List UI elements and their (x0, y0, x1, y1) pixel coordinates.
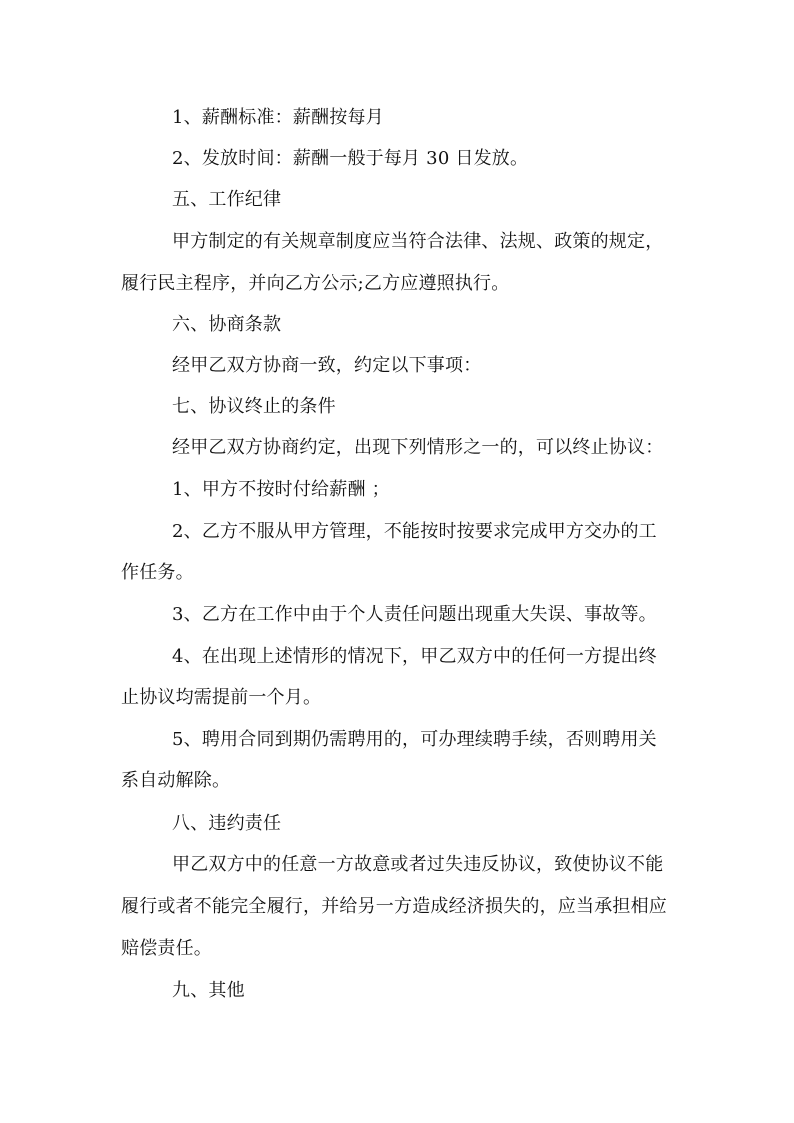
termination-intro-text: 经甲乙双方协商约定，出现下列情形之一的，可以终止协议： (172, 437, 664, 458)
termination-item-3: 3、乙方在工作中由于个人责任问题出现重大失误、事故等。 (172, 604, 657, 625)
breach-text-line-3: 赔偿责任。 (121, 938, 212, 959)
breach-text-line-1: 甲乙双方中的任意一方故意或者过失违反协议，致使协议不能 (172, 854, 664, 875)
termination-item-2-line-1: 2、乙方不服从甲方管理，不能按时按要求完成甲方交办的工 (172, 521, 657, 542)
termination-item-4-line-1: 4、在出现上述情形的情况下，甲乙双方中的任何一方提出终 (172, 646, 657, 667)
section-seven-heading: 七、协议终止的条件 (172, 396, 336, 417)
section-five-heading: 五、工作纪律 (172, 189, 282, 210)
section-six-heading: 六、协商条款 (172, 314, 282, 335)
termination-item-5-line-1: 5、聘用合同到期仍需聘用的，可办理续聘手续，否则聘用关 (172, 729, 657, 750)
section-nine-heading: 九、其他 (172, 980, 245, 1001)
salary-standard-line: 1、薪酬标准：薪酬按每月 (172, 107, 384, 128)
termination-item-5-line-2: 系自动解除。 (121, 770, 231, 791)
termination-item-4-line-2: 止协议均需提前一个月。 (121, 687, 322, 708)
breach-text-line-2: 履行或者不能完全履行，并给另一方造成经济损失的，应当承担相应 (121, 896, 667, 917)
section-eight-heading: 八、违约责任 (172, 813, 282, 834)
termination-item-1: 1、甲方不按时付给薪酬 ； (172, 479, 390, 500)
termination-item-2-line-2: 作任务。 (121, 562, 194, 583)
consultation-text: 经甲乙双方协商一致，约定以下事项： (172, 355, 482, 376)
work-discipline-text-line-1: 甲方制定的有关规章制度应当符合法律、法规、政策的规定， (172, 231, 664, 252)
work-discipline-text-line-2: 履行民主程序，并向乙方公示;乙方应遵照执行。 (121, 273, 510, 294)
payment-time-line: 2、发放时间：薪酬一般于每月 30 日发放。 (172, 148, 529, 169)
